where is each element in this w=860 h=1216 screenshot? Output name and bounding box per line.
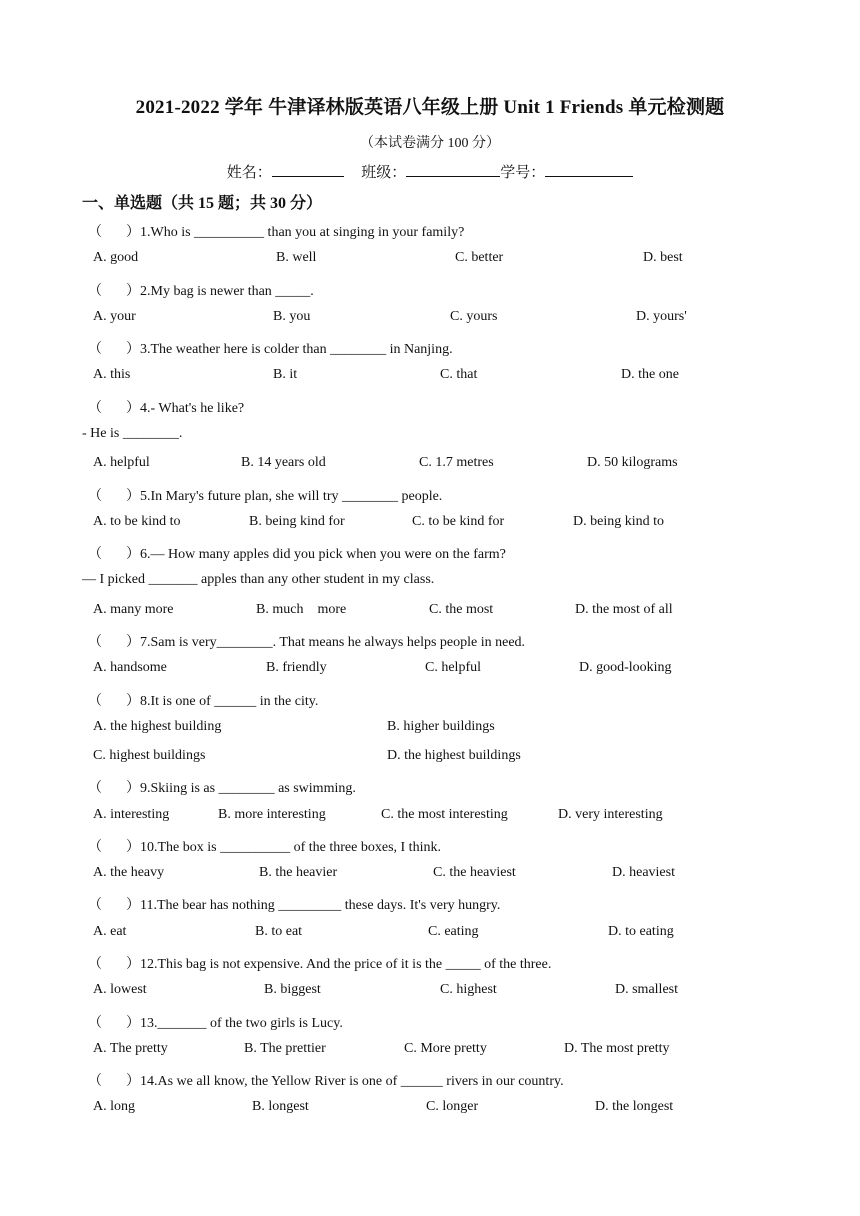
option[interactable]: D. heaviest <box>612 865 675 880</box>
option[interactable]: D. to eating <box>608 924 674 939</box>
question-stem: （ ）4.- What's he like? <box>88 401 245 416</box>
option[interactable]: C. More pretty <box>404 1041 487 1056</box>
question-text: 10.The box is __________ of the three boxes, I think. <box>140 840 441 855</box>
option[interactable]: D. very interesting <box>558 807 663 822</box>
question-stem: （ ）13._______ of the two girls is Lucy. <box>88 1016 343 1031</box>
option[interactable]: D. the longest <box>595 1099 674 1114</box>
question-stem: （ ）2.My bag is newer than _____. <box>88 284 314 299</box>
options-row <box>0 982 860 1004</box>
option[interactable]: D. the highest buildings <box>387 748 521 763</box>
question-stem: （ ）12.This bag is not expensive. And the price of it is the _____ of the three. <box>88 957 552 972</box>
option[interactable]: C. the most <box>429 602 494 617</box>
option[interactable]: B. biggest <box>264 982 321 997</box>
option[interactable]: C. the heaviest <box>433 865 516 880</box>
option[interactable]: A. many more <box>93 602 174 617</box>
question-text: 1.Who is __________ than you at singing in your family? <box>140 225 465 240</box>
question-text: 12.This bag is not expensive. And the price of it is the _____ of the three. <box>140 957 552 972</box>
id-blank[interactable] <box>545 160 633 177</box>
option[interactable]: C. better <box>455 250 504 265</box>
option[interactable]: B. well <box>276 250 317 265</box>
option[interactable]: A. The pretty <box>93 1041 168 1056</box>
option[interactable]: C. highest buildings <box>93 748 206 763</box>
section-title: 一、单选题（共 15 题；共 30 分） <box>82 195 323 212</box>
question-continuation: — I picked _______ apples than any other student in my class. <box>82 572 435 587</box>
question-text: 3.The weather here is colder than ________ in Nanjing. <box>140 342 453 357</box>
option[interactable]: C. that <box>440 367 478 382</box>
option[interactable]: D. The most pretty <box>564 1041 670 1056</box>
question-stem: （ ）5.In Mary's future plan, she will try ________ people. <box>88 489 443 504</box>
options-row <box>0 514 860 536</box>
question-stem: （ ）7.Sam is very________. That means he always helps people in need. <box>88 635 526 650</box>
options-row <box>0 250 860 272</box>
class-blank[interactable] <box>406 160 500 177</box>
option[interactable]: C. yours <box>450 309 498 324</box>
option[interactable]: B. to eat <box>255 924 303 939</box>
options-row <box>0 1099 860 1121</box>
options-row <box>0 455 860 477</box>
question-stem: （ ）9.Skiing is as ________ as swimming. <box>88 781 356 796</box>
option[interactable]: A. to be kind to <box>93 514 181 529</box>
question-stem: （ ）6.— How many apples did you pick when you were on the farm? <box>88 547 506 562</box>
option[interactable]: A. the heavy <box>93 865 165 880</box>
option[interactable]: D. good-looking <box>579 660 672 675</box>
class-label: 班级： <box>361 165 407 181</box>
student-info-row <box>0 160 860 182</box>
option[interactable]: A. eat <box>93 924 127 939</box>
option[interactable]: B. higher buildings <box>387 719 495 734</box>
option[interactable]: C. longer <box>426 1099 479 1114</box>
option[interactable]: D. best <box>643 250 683 265</box>
option[interactable]: B. more interesting <box>218 807 326 822</box>
option[interactable]: C. helpful <box>425 660 481 675</box>
question-continuation: - He is ________. <box>82 426 183 441</box>
options-row <box>0 660 860 682</box>
question-text: 9.Skiing is as ________ as swimming. <box>140 781 356 796</box>
name-blank[interactable] <box>272 160 344 177</box>
option[interactable]: B. friendly <box>266 660 327 675</box>
question-text: 7.Sam is very________. That means he always helps people in need. <box>140 635 526 650</box>
option[interactable]: D. 50 kilograms <box>587 455 678 470</box>
exam-subtitle: （本试卷满分 100 分） <box>360 136 500 151</box>
option[interactable]: A. your <box>93 309 136 324</box>
name-label: 姓名： <box>226 165 272 181</box>
option[interactable]: C. eating <box>428 924 479 939</box>
question-stem: （ ）10.The box is __________ of the three boxes, I think. <box>88 840 441 855</box>
option[interactable]: A. helpful <box>93 455 150 470</box>
option[interactable]: B. 14 years old <box>241 455 326 470</box>
options-row <box>0 309 860 331</box>
option[interactable]: D. the one <box>621 367 679 382</box>
option[interactable]: B. longest <box>252 1099 309 1114</box>
options-row <box>0 865 860 887</box>
option[interactable]: D. smallest <box>615 982 678 997</box>
option[interactable]: C. highest <box>440 982 497 997</box>
options-row <box>0 367 860 389</box>
question-text: 8.It is one of ______ in the city. <box>140 694 319 709</box>
options-row <box>0 748 860 770</box>
question-text: 4.- What's he like? <box>140 401 245 416</box>
question-text: 5.In Mary's future plan, she will try ________ people. <box>140 489 443 504</box>
option[interactable]: C. the most interesting <box>381 807 508 822</box>
question-text: 14.As we all know, the Yellow River is one of ______ rivers in our country. <box>140 1074 564 1089</box>
options-row <box>0 924 860 946</box>
option[interactable]: B. The prettier <box>244 1041 326 1056</box>
question-text: 13._______ of the two girls is Lucy. <box>140 1016 343 1031</box>
option[interactable]: A. good <box>93 250 139 265</box>
question-text: 11.The bear has nothing _________ these days. It's very hungry. <box>140 898 501 913</box>
option[interactable]: A. handsome <box>93 660 167 675</box>
option[interactable]: D. yours' <box>636 309 687 324</box>
option[interactable]: B. much more <box>256 602 347 617</box>
question-stem: （ ）1.Who is __________ than you at singing in your family? <box>88 225 465 240</box>
option[interactable]: B. being kind for <box>249 514 345 529</box>
options-row <box>0 602 860 624</box>
id-label: 学号： <box>500 165 546 181</box>
options-row <box>0 719 860 741</box>
question-text: 6.— How many apples did you pick when you were on the farm? <box>140 547 506 562</box>
options-row <box>0 1041 860 1063</box>
option[interactable]: C. to be kind for <box>412 514 505 529</box>
question-stem: （ ）14.As we all know, the Yellow River is one of ______ rivers in our country. <box>88 1074 564 1089</box>
option[interactable]: C. 1.7 metres <box>419 455 494 470</box>
option[interactable]: D. being kind to <box>573 514 664 529</box>
exam-title: 2021-2022 学年 牛津译林版英语八年级上册 Unit 1 Friends 单元检测题 <box>135 97 725 118</box>
option[interactable]: D. the most of all <box>575 602 673 617</box>
question-stem: （ ）3.The weather here is colder than ________ in Nanjing. <box>88 342 453 357</box>
option[interactable]: A. long <box>93 1099 135 1114</box>
question-stem: （ ）8.It is one of ______ in the city. <box>88 694 319 709</box>
option[interactable]: B. you <box>273 309 311 324</box>
question-text: 2.My bag is newer than _____. <box>140 284 314 299</box>
option[interactable]: A. interesting <box>93 807 170 822</box>
option[interactable]: A. this <box>93 367 131 382</box>
question-stem: （ ）11.The bear has nothing _________ these days. It's very hungry. <box>88 898 501 913</box>
option[interactable]: B. it <box>273 367 298 382</box>
option[interactable]: A. lowest <box>93 982 147 997</box>
options-row <box>0 807 860 829</box>
option[interactable]: A. the highest building <box>93 719 222 734</box>
option[interactable]: B. the heavier <box>259 865 338 880</box>
